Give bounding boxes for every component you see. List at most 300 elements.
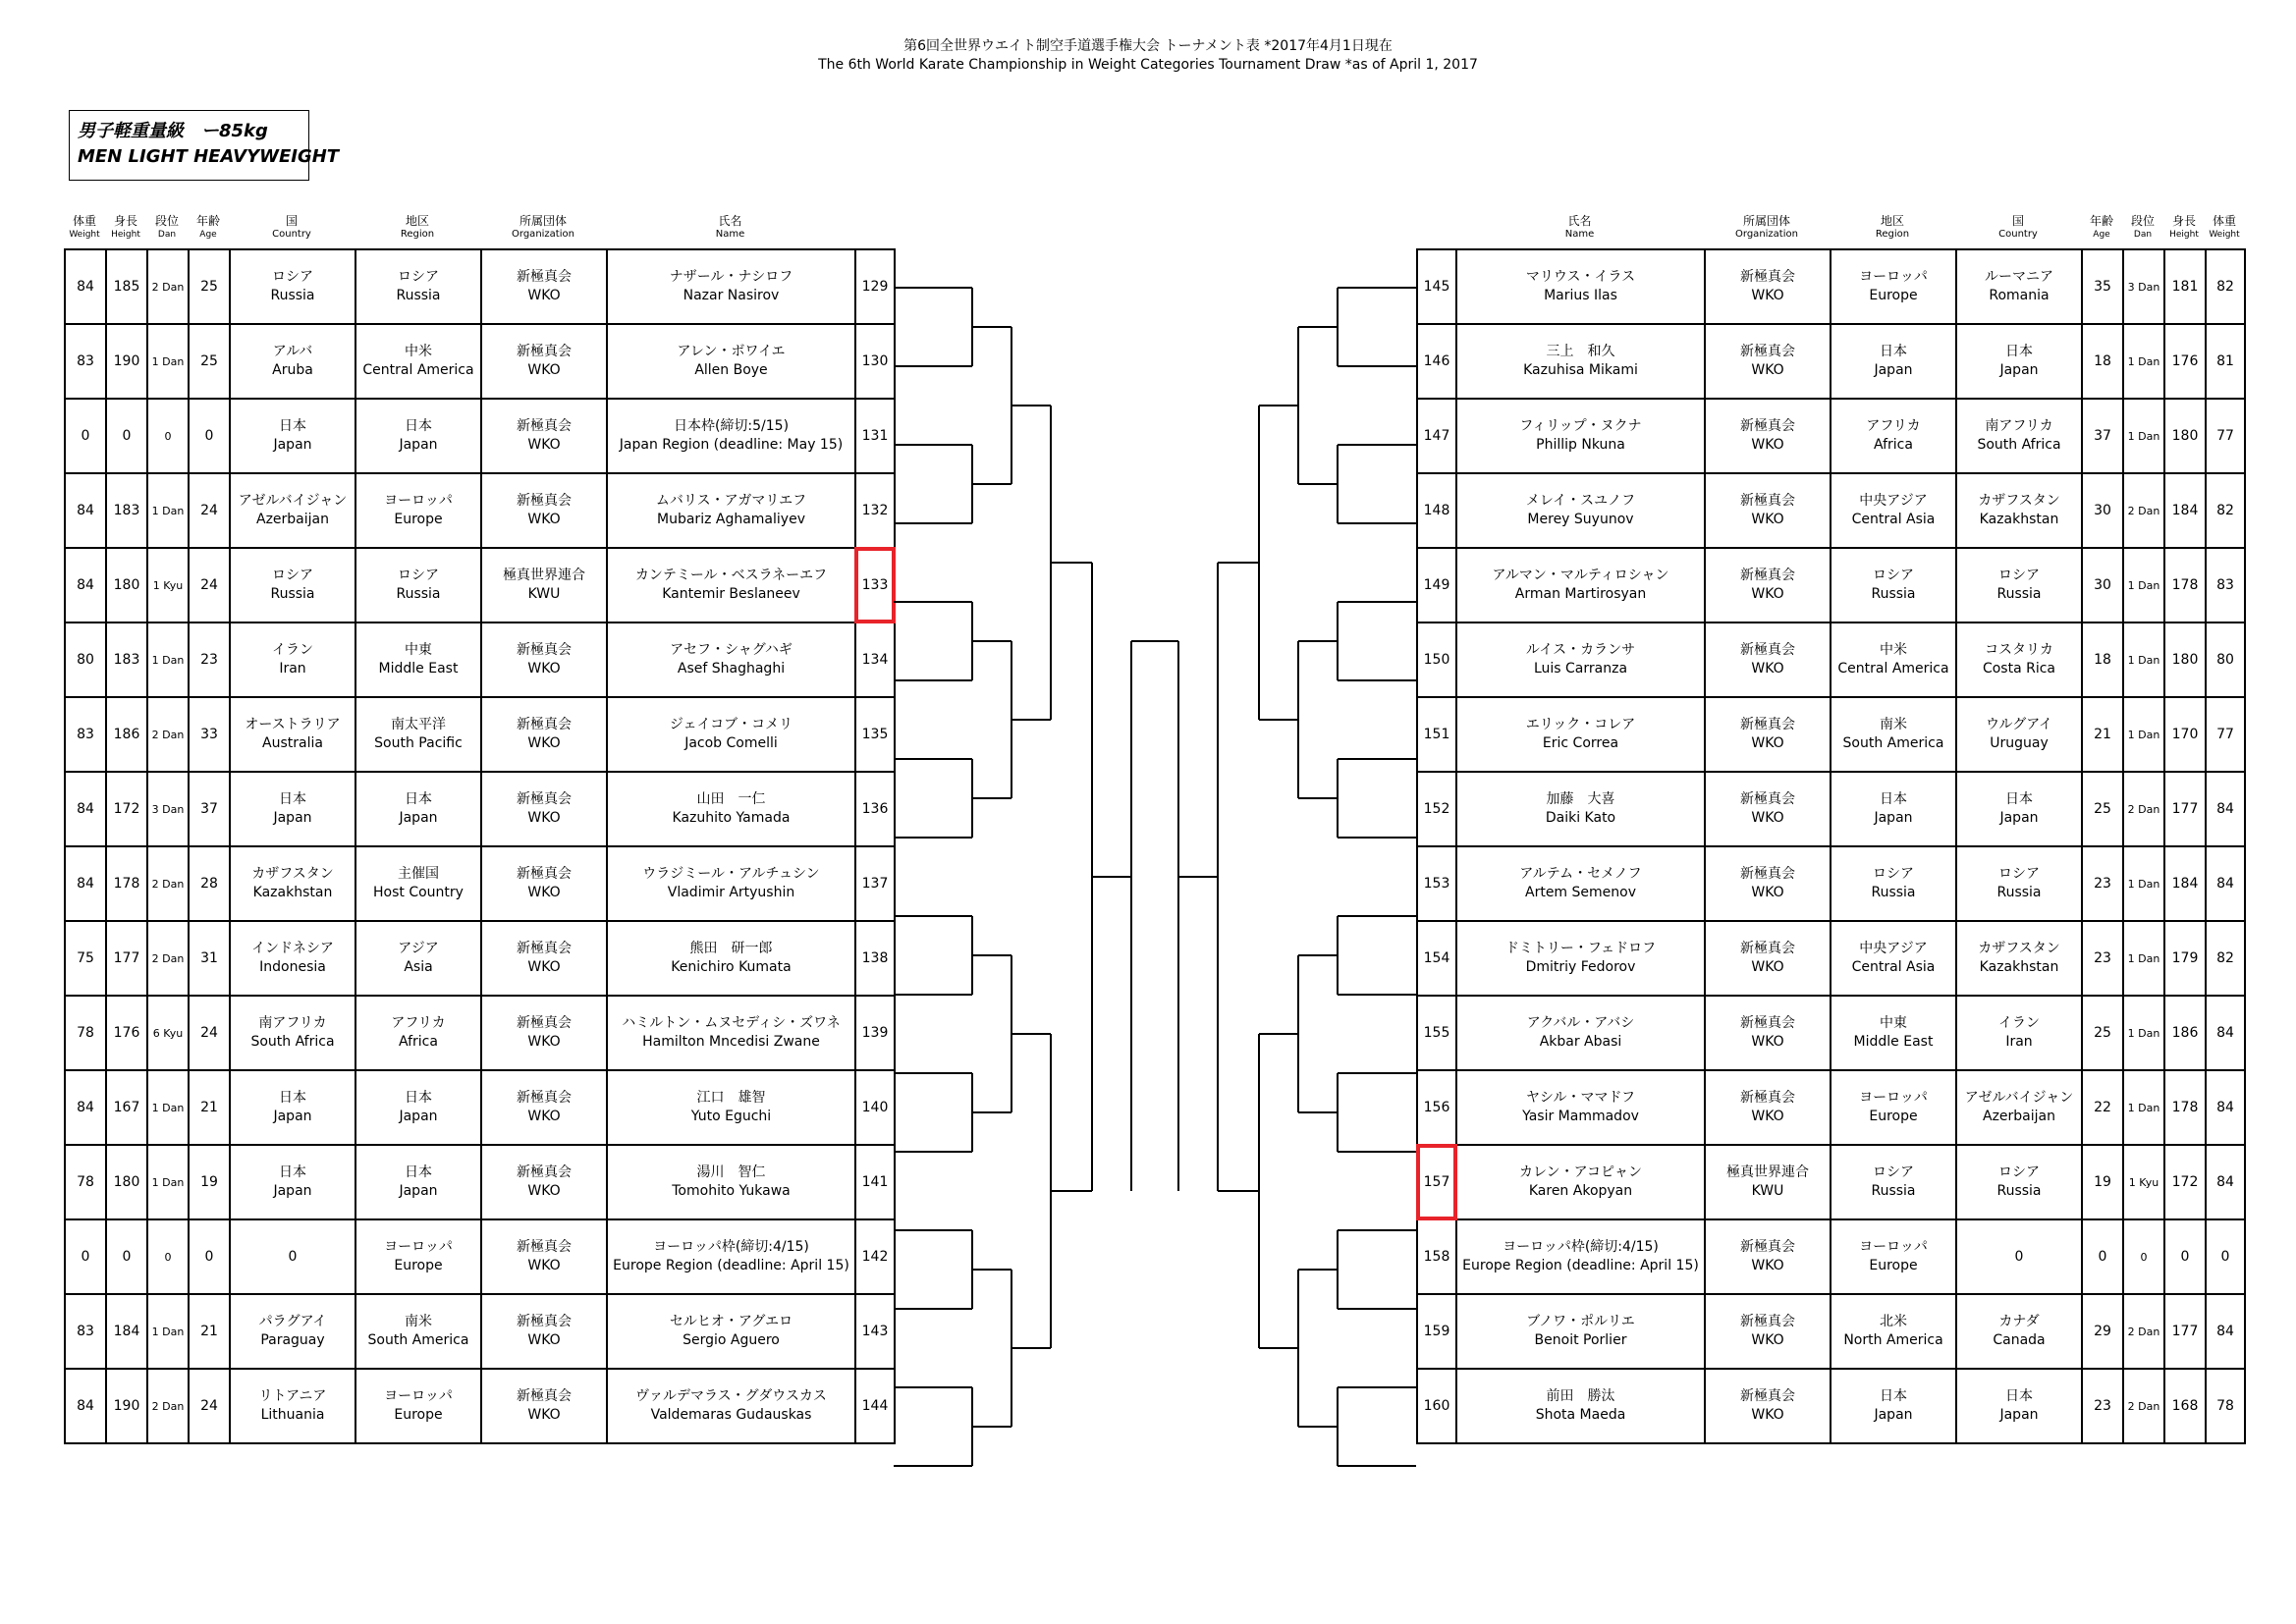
country-cell: コスタリカ Costa Rica (1956, 623, 2082, 697)
country-cell: アルバ Aruba (230, 324, 355, 399)
name-cell: アルテム・セメノフ Artem Semenov (1456, 846, 1705, 921)
region-cell: アジア Asia (355, 921, 481, 996)
dan-cell: 2 Dan (2123, 473, 2164, 548)
org-cell: 新極真会 WKO (481, 697, 607, 772)
region-cell: ヨーロッパ Europe (1831, 249, 1956, 324)
dan-cell: 6 Kyu (147, 996, 189, 1070)
weight-cell: 84 (2206, 1145, 2245, 1219)
dan-cell: 2 Dan (147, 921, 189, 996)
org-cell: 新極真会 WKO (481, 846, 607, 921)
age-cell: 24 (189, 996, 230, 1070)
height-cell: 184 (2164, 846, 2206, 921)
org-cell: 新極真会 WKO (1705, 1070, 1831, 1145)
age-cell: 0 (2082, 1219, 2123, 1294)
org-cell: 新極真会 WKO (1705, 473, 1831, 548)
left-header-name: 氏名 Name (715, 214, 745, 240)
region-cell: 中東 Middle East (1831, 996, 1956, 1070)
height-cell: 177 (106, 921, 147, 996)
age-cell: 23 (189, 623, 230, 697)
country-cell: ロシア Russia (1956, 1145, 2082, 1219)
weight-cell: 84 (65, 473, 106, 548)
weight-cell: 78 (2206, 1369, 2245, 1443)
age-cell: 0 (189, 1219, 230, 1294)
country-cell: カナダ Canada (1956, 1294, 2082, 1369)
name-cell: エリック・コレア Eric Correa (1456, 697, 1705, 772)
org-cell: 新極真会 WKO (481, 399, 607, 473)
region-cell: 日本 Japan (355, 399, 481, 473)
region-cell: 南米 South America (1831, 697, 1956, 772)
weight-cell: 80 (2206, 623, 2245, 697)
country-cell: イラン Iran (230, 623, 355, 697)
entry-number: 137 (855, 846, 895, 921)
entry-number: 149 (1417, 548, 1456, 623)
org-cell: 新極真会 WKO (1705, 1219, 1831, 1294)
entry-number: 144 (855, 1369, 895, 1443)
weight-cell: 84 (2206, 846, 2245, 921)
country-cell: 0 (1956, 1219, 2082, 1294)
name-cell: 江口 雄智 Yuto Eguchi (607, 1070, 855, 1145)
name-cell: ヴァルデマラス・グダウスカス Valdemaras Gudauskas (607, 1369, 855, 1443)
entry-number: 131 (855, 399, 895, 473)
weight-cell: 84 (2206, 1070, 2245, 1145)
country-cell: ロシア Russia (1956, 846, 2082, 921)
weight-cell: 84 (65, 846, 106, 921)
name-cell: ハミルトン・ムヌセディシ・ズワネ Hamilton Mncedisi Zwane (607, 996, 855, 1070)
region-cell: ヨーロッパ Europe (355, 1369, 481, 1443)
dan-cell: 0 (147, 399, 189, 473)
dan-cell: 1 Dan (2123, 399, 2164, 473)
height-cell: 178 (106, 846, 147, 921)
dan-cell: 2 Dan (147, 697, 189, 772)
name-cell: ナザール・ナシロフ Nazar Nasirov (607, 249, 855, 324)
country-cell: カザフスタン Kazakhstan (1956, 473, 2082, 548)
name-cell: 前田 勝汰 Shota Maeda (1456, 1369, 1705, 1443)
height-cell: 190 (106, 1369, 147, 1443)
age-cell: 18 (2082, 623, 2123, 697)
org-cell: 新極真会 WKO (481, 1070, 607, 1145)
org-cell: 新極真会 WKO (1705, 772, 1831, 846)
region-cell: 中東 Middle East (355, 623, 481, 697)
left-header-region: 地区 Region (400, 214, 435, 240)
region-cell: 中米 Central America (355, 324, 481, 399)
country-cell: 日本 Japan (1956, 772, 2082, 846)
left-header-weight: 体重 Weight (69, 214, 100, 240)
height-cell: 183 (106, 473, 147, 548)
height-cell: 186 (106, 697, 147, 772)
entry-number: 136 (855, 772, 895, 846)
age-cell: 30 (2082, 548, 2123, 623)
weight-cell: 80 (65, 623, 106, 697)
weight-cell: 77 (2206, 399, 2245, 473)
entry-number: 140 (855, 1070, 895, 1145)
age-cell: 25 (2082, 996, 2123, 1070)
weight-cell: 0 (2206, 1219, 2245, 1294)
height-cell: 177 (2164, 1294, 2206, 1369)
height-cell: 180 (2164, 623, 2206, 697)
entry-number: 158 (1417, 1219, 1456, 1294)
org-cell: 新極真会 WKO (1705, 996, 1831, 1070)
name-cell: ムバリス・アガマリエフ Mubariz Aghamaliyev (607, 473, 855, 548)
dan-cell: 1 Dan (2123, 996, 2164, 1070)
age-cell: 35 (2082, 249, 2123, 324)
left-header-org: 所属団体 Organization (512, 214, 574, 240)
org-cell: 極真世界連合 KWU (481, 548, 607, 623)
height-cell: 168 (2164, 1369, 2206, 1443)
left-header-country: 国 Country (272, 214, 311, 240)
dan-cell: 1 Dan (2123, 623, 2164, 697)
entry-number: 155 (1417, 996, 1456, 1070)
name-cell: 日本枠(締切:5/15) Japan Region (deadline: May 15) (607, 399, 855, 473)
country-cell: ウルグアイ Uruguay (1956, 697, 2082, 772)
region-cell: 中央アジア Central Asia (1831, 921, 1956, 996)
org-cell: 新極真会 WKO (481, 324, 607, 399)
age-cell: 22 (2082, 1070, 2123, 1145)
entry-number: 150 (1417, 623, 1456, 697)
dan-cell: 1 Kyu (2123, 1145, 2164, 1219)
right-header-org: 所属団体 Organization (1735, 214, 1798, 240)
dan-cell: 1 Dan (147, 623, 189, 697)
name-cell: セルヒオ・アグエロ Sergio Aguero (607, 1294, 855, 1369)
category-title-en: MEN LIGHT HEAVYWEIGHT (78, 146, 340, 167)
region-cell: 北米 North America (1831, 1294, 1956, 1369)
country-cell: アゼルバイジャン Azerbaijan (230, 473, 355, 548)
org-cell: 新極真会 WKO (1705, 1294, 1831, 1369)
org-cell: 新極真会 WKO (1705, 623, 1831, 697)
right-header-weight: 体重 Weight (2209, 214, 2240, 240)
tournament-title-jp: 第6回全世界ウエイト制空手道選手権大会 トーナメント表 *2017年4月1日現在 (903, 38, 1393, 54)
country-cell: イラン Iran (1956, 996, 2082, 1070)
dan-cell: 2 Dan (2123, 1369, 2164, 1443)
name-cell: 三上 和久 Kazuhisa Mikami (1456, 324, 1705, 399)
name-cell: ドミトリー・フェドロフ Dmitriy Fedorov (1456, 921, 1705, 996)
name-cell: ブノワ・ポルリエ Benoit Porlier (1456, 1294, 1705, 1369)
region-cell: ロシア Russia (1831, 1145, 1956, 1219)
dan-cell: 1 Kyu (147, 548, 189, 623)
category-title-jp: 男子軽重量級 ー85kg (78, 121, 268, 141)
entry-number: 145 (1417, 249, 1456, 324)
dan-cell: 1 Dan (147, 1145, 189, 1219)
age-cell: 0 (189, 399, 230, 473)
org-cell: 新極真会 WKO (1705, 697, 1831, 772)
org-cell: 新極真会 WKO (1705, 846, 1831, 921)
country-cell: オーストラリア Australia (230, 697, 355, 772)
age-cell: 21 (189, 1294, 230, 1369)
dan-cell: 2 Dan (2123, 772, 2164, 846)
age-cell: 21 (2082, 697, 2123, 772)
name-cell: アレン・ボワイエ Allen Boye (607, 324, 855, 399)
left-header-age: 年齢 Age (195, 214, 220, 240)
weight-cell: 0 (65, 399, 106, 473)
name-cell: メレイ・スユノフ Merey Suyunov (1456, 473, 1705, 548)
name-cell: アルマン・マルティロシャン Arman Martirosyan (1456, 548, 1705, 623)
right-header-region: 地区 Region (1875, 214, 1910, 240)
height-cell: 185 (106, 249, 147, 324)
left-header-dan: 段位 Dan (154, 214, 179, 240)
age-cell: 25 (189, 324, 230, 399)
country-cell: ルーマニア Romania (1956, 249, 2082, 324)
height-cell: 172 (106, 772, 147, 846)
country-cell: ロシア Russia (230, 249, 355, 324)
region-cell: 日本 Japan (1831, 324, 1956, 399)
weight-cell: 82 (2206, 249, 2245, 324)
height-cell: 181 (2164, 249, 2206, 324)
org-cell: 新極真会 WKO (481, 623, 607, 697)
dan-cell: 3 Dan (147, 772, 189, 846)
name-cell: 湯川 智仁 Tomohito Yukawa (607, 1145, 855, 1219)
country-cell: 南アフリカ South Africa (1956, 399, 2082, 473)
org-cell: 新極真会 WKO (1705, 1369, 1831, 1443)
age-cell: 25 (2082, 772, 2123, 846)
region-cell: 南米 South America (355, 1294, 481, 1369)
entry-number: 152 (1417, 772, 1456, 846)
right-header-height: 身長 Height (2169, 214, 2199, 240)
name-cell: アクバル・アバシ Akbar Abasi (1456, 996, 1705, 1070)
age-cell: 19 (189, 1145, 230, 1219)
name-cell: ジェイコブ・コメリ Jacob Comelli (607, 697, 855, 772)
weight-cell: 0 (65, 1219, 106, 1294)
age-cell: 31 (189, 921, 230, 996)
age-cell: 19 (2082, 1145, 2123, 1219)
region-cell: ヨーロッパ Europe (355, 1219, 481, 1294)
dan-cell: 3 Dan (2123, 249, 2164, 324)
dan-cell: 1 Dan (2123, 846, 2164, 921)
country-cell: 日本 Japan (230, 399, 355, 473)
org-cell: 極真世界連合 KWU (1705, 1145, 1831, 1219)
dan-cell: 1 Dan (147, 1294, 189, 1369)
name-cell: 熊田 研一郎 Kenichiro Kumata (607, 921, 855, 996)
age-cell: 37 (189, 772, 230, 846)
left-header-height: 身長 Height (111, 214, 140, 240)
org-cell: 新極真会 WKO (1705, 249, 1831, 324)
weight-cell: 84 (2206, 996, 2245, 1070)
age-cell: 24 (189, 473, 230, 548)
height-cell: 0 (106, 1219, 147, 1294)
region-cell: ロシア Russia (1831, 846, 1956, 921)
country-cell: ロシア Russia (230, 548, 355, 623)
name-cell: カンテミール・ベスラネーエフ Kantemir Beslaneev (607, 548, 855, 623)
right-header-dan: 段位 Dan (2130, 214, 2155, 240)
entry-number: 151 (1417, 697, 1456, 772)
org-cell: 新極真会 WKO (1705, 921, 1831, 996)
dan-cell: 2 Dan (147, 1369, 189, 1443)
age-cell: 25 (189, 249, 230, 324)
region-cell: ロシア Russia (355, 548, 481, 623)
org-cell: 新極真会 WKO (481, 1294, 607, 1369)
height-cell: 180 (106, 1145, 147, 1219)
weight-cell: 84 (65, 249, 106, 324)
org-cell: 新極真会 WKO (1705, 324, 1831, 399)
right-header-country: 国 Country (1998, 214, 2038, 240)
height-cell: 179 (2164, 921, 2206, 996)
region-cell: ヨーロッパ Europe (1831, 1070, 1956, 1145)
height-cell: 190 (106, 324, 147, 399)
height-cell: 167 (106, 1070, 147, 1145)
age-cell: 21 (189, 1070, 230, 1145)
weight-cell: 82 (2206, 921, 2245, 996)
height-cell: 172 (2164, 1145, 2206, 1219)
org-cell: 新極真会 WKO (481, 1369, 607, 1443)
region-cell: 日本 Japan (355, 1145, 481, 1219)
age-cell: 33 (189, 697, 230, 772)
entry-number: 130 (855, 324, 895, 399)
name-cell: ヤシル・ママドフ Yasir Mammadov (1456, 1070, 1705, 1145)
region-cell: ヨーロッパ Europe (1831, 1219, 1956, 1294)
region-cell: 日本 Japan (355, 1070, 481, 1145)
name-cell: カレン・アコピャン Karen Akopyan (1456, 1145, 1705, 1219)
age-cell: 30 (2082, 473, 2123, 548)
entry-number: 133 (855, 548, 895, 623)
right-header-name: 氏名 Name (1564, 214, 1595, 240)
country-cell: 南アフリカ South Africa (230, 996, 355, 1070)
country-cell: 日本 Japan (230, 772, 355, 846)
age-cell: 24 (189, 548, 230, 623)
entry-number: 132 (855, 473, 895, 548)
weight-cell: 82 (2206, 473, 2245, 548)
weight-cell: 84 (65, 772, 106, 846)
height-cell: 186 (2164, 996, 2206, 1070)
age-cell: 24 (189, 1369, 230, 1443)
name-cell: ヨーロッパ枠(締切:4/15) Europe Region (deadline: April 15) (607, 1219, 855, 1294)
entry-number: 134 (855, 623, 895, 697)
region-cell: アフリカ Africa (1831, 399, 1956, 473)
region-cell: 日本 Japan (355, 772, 481, 846)
entry-number: 129 (855, 249, 895, 324)
org-cell: 新極真会 WKO (1705, 548, 1831, 623)
dan-cell: 1 Dan (147, 473, 189, 548)
age-cell: 23 (2082, 1369, 2123, 1443)
entry-number: 153 (1417, 846, 1456, 921)
dan-cell: 2 Dan (2123, 1294, 2164, 1369)
weight-cell: 83 (2206, 548, 2245, 623)
org-cell: 新極真会 WKO (481, 249, 607, 324)
dan-cell: 2 Dan (147, 249, 189, 324)
weight-cell: 84 (2206, 1294, 2245, 1369)
height-cell: 0 (2164, 1219, 2206, 1294)
weight-cell: 84 (65, 1070, 106, 1145)
height-cell: 183 (106, 623, 147, 697)
age-cell: 23 (2082, 921, 2123, 996)
entry-number: 143 (855, 1294, 895, 1369)
country-cell: ロシア Russia (1956, 548, 2082, 623)
height-cell: 178 (2164, 548, 2206, 623)
entry-number: 142 (855, 1219, 895, 1294)
weight-cell: 84 (2206, 772, 2245, 846)
entry-number: 138 (855, 921, 895, 996)
height-cell: 176 (106, 996, 147, 1070)
country-cell: インドネシア Indonesia (230, 921, 355, 996)
dan-cell: 1 Dan (2123, 1070, 2164, 1145)
region-cell: アフリカ Africa (355, 996, 481, 1070)
country-cell: カザフスタン Kazakhstan (230, 846, 355, 921)
tournament-title-en: The 6th World Karate Championship in Weight Categories Tournament Draw *as of April 1, 2017 (818, 57, 1478, 73)
dan-cell: 1 Dan (2123, 697, 2164, 772)
org-cell: 新極真会 WKO (481, 1219, 607, 1294)
weight-cell: 75 (65, 921, 106, 996)
name-cell: ヨーロッパ枠(締切:4/15) Europe Region (deadline: April 15) (1456, 1219, 1705, 1294)
weight-cell: 77 (2206, 697, 2245, 772)
dan-cell: 0 (147, 1219, 189, 1294)
height-cell: 0 (106, 399, 147, 473)
dan-cell: 0 (2123, 1219, 2164, 1294)
region-cell: 日本 Japan (1831, 1369, 1956, 1443)
country-cell: アゼルバイジャン Azerbaijan (1956, 1070, 2082, 1145)
country-cell: 日本 Japan (230, 1070, 355, 1145)
country-cell: パラグアイ Paraguay (230, 1294, 355, 1369)
country-cell: 日本 Japan (1956, 324, 2082, 399)
region-cell: ヨーロッパ Europe (355, 473, 481, 548)
age-cell: 29 (2082, 1294, 2123, 1369)
org-cell: 新極真会 WKO (1705, 399, 1831, 473)
country-cell: リトアニア Lithuania (230, 1369, 355, 1443)
name-cell: ルイス・カランサ Luis Carranza (1456, 623, 1705, 697)
dan-cell: 1 Dan (147, 1070, 189, 1145)
name-cell: フィリップ・ヌクナ Phillip Nkuna (1456, 399, 1705, 473)
org-cell: 新極真会 WKO (481, 996, 607, 1070)
right-header-age: 年齢 Age (2089, 214, 2113, 240)
region-cell: 中米 Central America (1831, 623, 1956, 697)
dan-cell: 2 Dan (147, 846, 189, 921)
entry-number: 139 (855, 996, 895, 1070)
weight-cell: 78 (65, 996, 106, 1070)
entry-number: 146 (1417, 324, 1456, 399)
weight-cell: 84 (65, 548, 106, 623)
entry-number: 154 (1417, 921, 1456, 996)
region-cell: 日本 Japan (1831, 772, 1956, 846)
org-cell: 新極真会 WKO (481, 473, 607, 548)
weight-cell: 83 (65, 697, 106, 772)
region-cell: 中央アジア Central Asia (1831, 473, 1956, 548)
name-cell: ウラジミール・アルチュシン Vladimir Artyushin (607, 846, 855, 921)
entry-number: 147 (1417, 399, 1456, 473)
height-cell: 184 (2164, 473, 2206, 548)
height-cell: 177 (2164, 772, 2206, 846)
weight-cell: 81 (2206, 324, 2245, 399)
height-cell: 176 (2164, 324, 2206, 399)
age-cell: 37 (2082, 399, 2123, 473)
dan-cell: 1 Dan (2123, 548, 2164, 623)
weight-cell: 83 (65, 1294, 106, 1369)
entry-number: 135 (855, 697, 895, 772)
entry-number: 148 (1417, 473, 1456, 548)
dan-cell: 1 Dan (2123, 921, 2164, 996)
height-cell: 184 (106, 1294, 147, 1369)
country-cell: カザフスタン Kazakhstan (1956, 921, 2082, 996)
age-cell: 18 (2082, 324, 2123, 399)
region-cell: 南太平洋 South Pacific (355, 697, 481, 772)
org-cell: 新極真会 WKO (481, 1145, 607, 1219)
height-cell: 170 (2164, 697, 2206, 772)
weight-cell: 78 (65, 1145, 106, 1219)
country-cell: 0 (230, 1219, 355, 1294)
org-cell: 新極真会 WKO (481, 921, 607, 996)
dan-cell: 1 Dan (147, 324, 189, 399)
entry-number: 157 (1417, 1145, 1456, 1219)
org-cell: 新極真会 WKO (481, 772, 607, 846)
age-cell: 28 (189, 846, 230, 921)
name-cell: アセフ・シャグハギ Asef Shaghaghi (607, 623, 855, 697)
country-cell: 日本 Japan (1956, 1369, 2082, 1443)
name-cell: 山田 一仁 Kazuhito Yamada (607, 772, 855, 846)
region-cell: ロシア Russia (1831, 548, 1956, 623)
region-cell: ロシア Russia (355, 249, 481, 324)
age-cell: 23 (2082, 846, 2123, 921)
name-cell: マリウス・イラス Marius Ilas (1456, 249, 1705, 324)
name-cell: 加藤 大喜 Daiki Kato (1456, 772, 1705, 846)
region-cell: 主催国 Host Country (355, 846, 481, 921)
weight-cell: 84 (65, 1369, 106, 1443)
height-cell: 180 (2164, 399, 2206, 473)
entry-number: 156 (1417, 1070, 1456, 1145)
